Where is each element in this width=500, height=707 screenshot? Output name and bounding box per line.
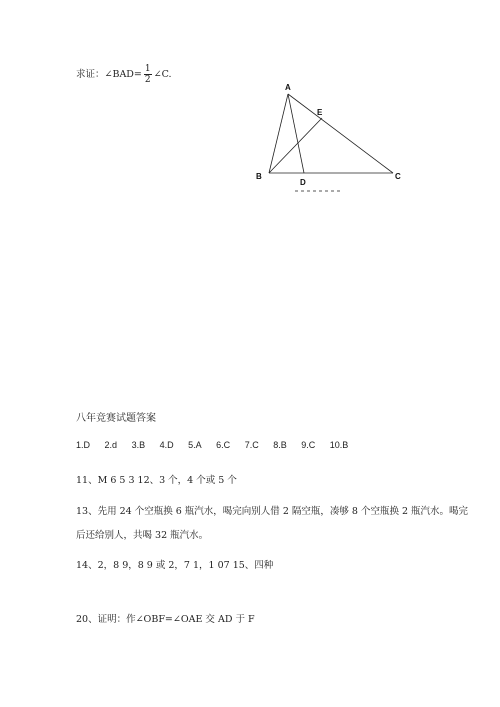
label-e: E bbox=[317, 108, 323, 117]
proof-statement bbox=[76, 64, 172, 85]
answers-title: 八年竞赛试题答案 bbox=[76, 413, 156, 424]
choice-answer: 10.B bbox=[329, 440, 349, 450]
label-c: C bbox=[395, 172, 401, 181]
fraction-denominator: 2 bbox=[144, 75, 151, 85]
choice-answer: 5.A bbox=[188, 440, 202, 450]
choice-answer: 9.C bbox=[301, 440, 316, 450]
answer-13-line1: 13、先用 24 个空瓶换 6 瓶汽水，喝完向别人借 2 隔空瓶，凑够 8 个空瓶换 2 瓶汽水。喝完 bbox=[76, 506, 469, 517]
proof-prefix: 求证：∠BAD= bbox=[76, 69, 142, 80]
choice-answer: 8.B bbox=[273, 440, 287, 450]
choice-answer: 4.D bbox=[159, 440, 174, 450]
answer-13-line2: 后还给别人，共喝 32 瓶汽水。 bbox=[76, 530, 209, 541]
triangle-figure bbox=[250, 80, 410, 195]
segment-be bbox=[269, 118, 322, 173]
answer-20: 20、证明：作∠OBF=∠OAE 交 AD 于 F bbox=[76, 614, 255, 625]
proof-suffix: ∠C. bbox=[153, 69, 172, 80]
answer-11-12: 11、M 6 5 3 12、3 个，4 个或 5 个 bbox=[76, 475, 237, 486]
fraction-numerator: 1 bbox=[144, 64, 151, 74]
choice-answers bbox=[76, 440, 360, 450]
choice-answer: 2.d bbox=[104, 440, 118, 450]
choice-answer: 6.C bbox=[216, 440, 231, 450]
segment-ab bbox=[269, 94, 288, 173]
label-a: A bbox=[285, 83, 291, 92]
choice-answer: 1.D bbox=[76, 440, 91, 450]
choice-answer: 3.B bbox=[131, 440, 146, 450]
segment-ad bbox=[288, 94, 304, 173]
label-b: B bbox=[256, 172, 262, 181]
answer-14-15: 14、2，8 9，8 9 或 2，7 1，1 07 15、四种 bbox=[76, 560, 274, 571]
label-d: D bbox=[300, 178, 306, 187]
choice-answer: 7.C bbox=[244, 440, 259, 450]
segment-ac bbox=[288, 94, 393, 173]
fraction-half bbox=[144, 64, 152, 85]
